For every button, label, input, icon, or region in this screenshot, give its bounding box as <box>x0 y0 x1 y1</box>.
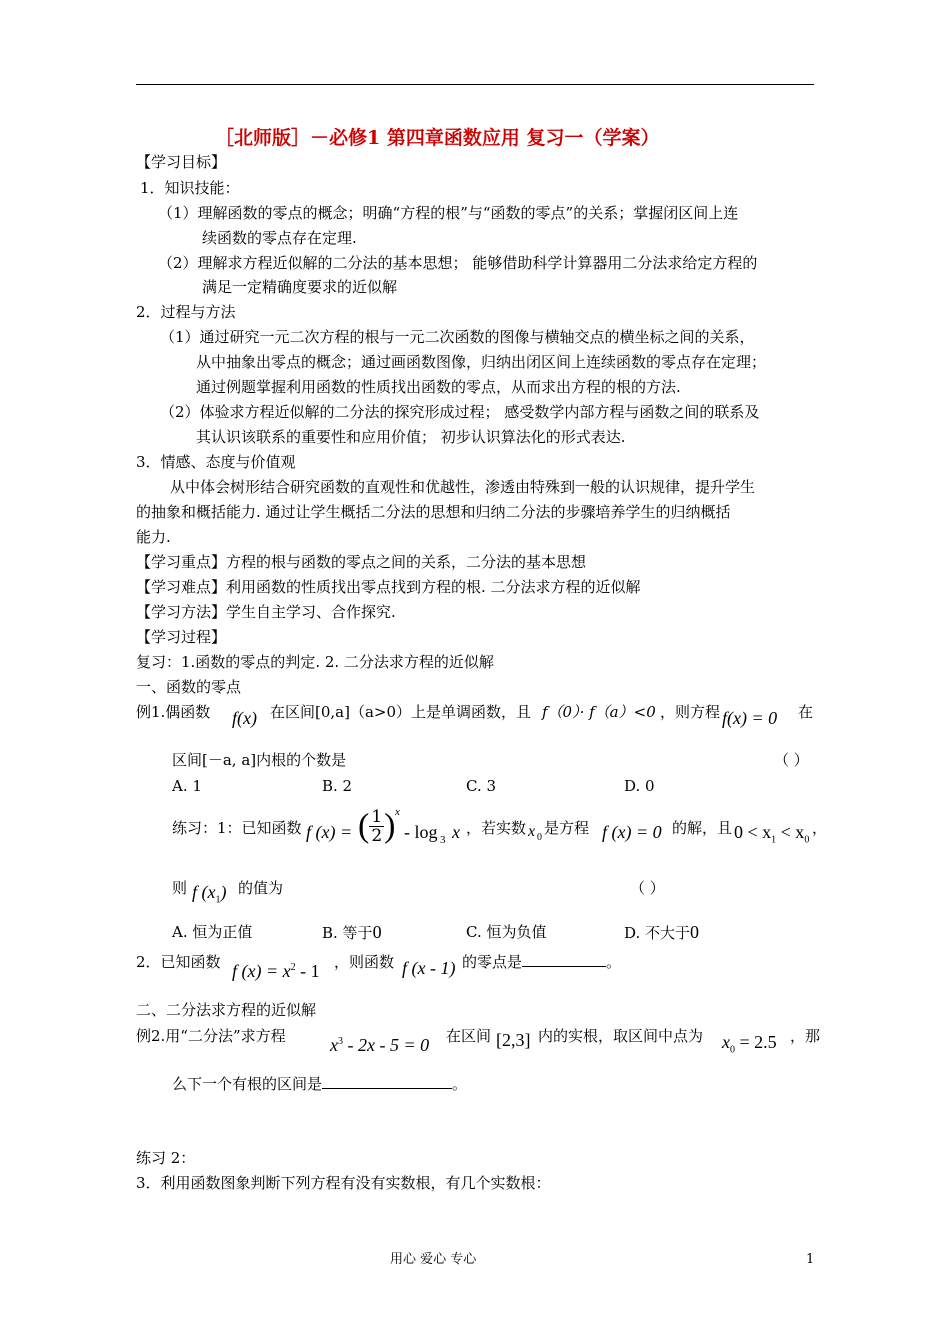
ex2-eq-sup: 3 <box>338 1036 343 1047</box>
q2-mid: ，则函数 <box>334 953 395 971</box>
pr1-eq: f (x) = 0 <box>602 822 662 842</box>
ex1-cond: f（0）· f（a）<0 <box>542 703 656 721</box>
pr1-x0sub: 0 <box>537 832 542 843</box>
ex2-line2 <box>172 1074 467 1094</box>
q2-f <box>232 958 320 981</box>
ex2-mid2: 内的实根，取区间中点为 <box>538 1027 704 1045</box>
ex2-tail: ，那 <box>790 1027 821 1045</box>
pr1-log: - log <box>404 822 438 842</box>
part-1-heading: 一、函数的零点 <box>136 678 242 696</box>
pr1-tail: ， <box>812 819 828 837</box>
pr1-mid2: 是方程 <box>544 819 590 837</box>
ex2-mid: 在区间 <box>446 1027 492 1045</box>
q2-answer-blank <box>522 952 606 967</box>
ex2-end: 。 <box>452 1075 468 1093</box>
pr1-paren: （ ） <box>630 879 665 897</box>
pr1-ineq-sub2: 0 <box>804 834 810 846</box>
pr1-fraction <box>358 808 395 845</box>
pr1-option-d-text: D. 不大于 <box>624 924 691 942</box>
practice-2: 练习 2： <box>136 1149 196 1167</box>
q2-end: 。 <box>606 953 622 971</box>
pr1-frac <box>369 808 384 845</box>
ex1-tail: 在 <box>798 703 814 721</box>
q2-lead: 2．已知函数 <box>136 953 221 971</box>
goal-3-b: 的抽象和概括能力. 通过让学生概括二分法的思想和归纳二分法的步骤培养学生的归纳概括 <box>136 503 731 521</box>
ex1-paren: （ ） <box>774 751 809 769</box>
pr1-option-b-zero: 0 <box>372 922 382 942</box>
ex1-mid: 在区间[0,a]（a>0）上是单调函数，且 <box>270 703 532 721</box>
page-title: ［北师版］－必修1 第四章函数应用 复习一（学案） <box>215 127 660 149</box>
part-2-heading: 二、二分法求方程的近似解 <box>136 1001 317 1019</box>
pr1-x0: x <box>528 823 536 840</box>
goal-3-c: 能力. <box>136 528 171 546</box>
ex2-eq <box>330 1032 429 1055</box>
pr1-option-a: A. 恒为正值 <box>172 923 253 941</box>
pr1-den: 2 <box>371 826 383 846</box>
ex2-line2-text: 么下一个有根的区间是 <box>172 1075 323 1093</box>
pr1-logarg: x <box>452 822 460 842</box>
goal-1-1a: （1）理解函数的零点的概念；明确“方程的根”与“函数的零点”的关系；掌握闭区间上连 <box>158 204 739 222</box>
pr1-fx1 <box>192 882 226 911</box>
difficulties: 【学习难点】利用函数的性质找出零点找到方程的根. 二分法求方程的近似解 <box>136 578 641 596</box>
q2-f-rest: - 1 <box>295 961 320 981</box>
pr1-option-c: C. 恒为负值 <box>466 923 547 941</box>
page-number: 1 <box>806 1252 815 1267</box>
pr1-mid3: 的解，且 <box>672 819 733 837</box>
goal-1-2b: 满足一定精确度要求的近似解 <box>202 278 398 296</box>
q2-g: f (x - 1) <box>402 958 456 978</box>
footer-slogan: 用心 爱心 专心 <box>390 1252 477 1267</box>
q2-f-a: f (x) = x <box>232 961 291 981</box>
method: 【学习方法】学生自主学习、合作探究. <box>136 603 396 621</box>
goal-1-1b: 续函数的零点存在定理. <box>202 229 357 247</box>
review: 复习：1.函数的零点的判定. 2. 二分法求方程的近似解 <box>136 653 494 671</box>
ex2-lead: 例2.用“二分法”求方程 <box>136 1027 286 1045</box>
key-points: 【学习重点】方程的根与函数的零点之间的关系，二分法的基本思想 <box>136 553 587 571</box>
q2-tail <box>462 952 621 972</box>
pr1-mid: ，若实数 <box>466 819 527 837</box>
goal-2-1a: （1）通过研究一元二次方程的根与一元二次函数的图像与横轴交点的横坐标之间的关系， <box>160 328 755 346</box>
pr1-exp: x <box>395 806 400 818</box>
ex1-line2: 区间[－a, a]内根的个数是 <box>172 751 347 769</box>
pr1-option-b-text: B. 等于 <box>322 924 373 942</box>
ex2-x0-val: = 2.5 <box>735 1032 777 1052</box>
pr1-option-d <box>624 922 699 943</box>
pr1-ineq-sub1: 1 <box>771 834 777 846</box>
goal-1: 1．知识技能： <box>140 179 240 197</box>
question-3: 3．利用函数图象判断下列方程有没有实数根，有几个实数根： <box>136 1174 551 1192</box>
ex2-answer-blank <box>322 1074 452 1089</box>
ex1-eq: f(x) = 0 <box>722 708 778 728</box>
ex2-x0 <box>722 1032 777 1061</box>
goal-3-a: 从中体会树形结合研究函数的直观性和优越性，渗透由特殊到一般的认识规律，提升学生 <box>170 478 756 496</box>
ex1-lead: 例1.偶函数 <box>136 703 211 721</box>
ex1-option-c: C. 3 <box>466 777 497 795</box>
pr1-fx1-a: f (x <box>192 882 216 902</box>
goal-1-2a: （2）理解求方程近似解的二分法的基本思想； 能够借助科学计算器用二分法求给定方程的 <box>158 254 758 272</box>
goal-2-1b: 从中抽象出零点的概念；通过画函数图像，归纳出闭区间上连续函数的零点存在定理； <box>196 353 767 371</box>
q2-f-sup: 2 <box>290 962 296 973</box>
ex1-option-a: A. 1 <box>172 777 202 795</box>
pr1-ineq-a: 0 < x <box>734 822 772 842</box>
pr1-ineq-b: < x <box>776 822 805 842</box>
pr1-value: 的值为 <box>238 879 284 897</box>
pr1-fx1-end: ) <box>220 882 227 902</box>
ex2-x0-x: x <box>722 1032 730 1052</box>
pr1-right-paren: ) <box>384 807 396 845</box>
ex2-eq-rest: - 2x - 5 = 0 <box>343 1035 430 1055</box>
pr1-lead: 练习：1：已知函数 <box>172 819 302 837</box>
ex1-fx: f(x) <box>232 708 257 728</box>
pr1-logbase: 3 <box>440 834 446 846</box>
pr1-f: f (x) = <box>306 822 353 842</box>
pr1-option-d-zero: 0 <box>690 922 700 942</box>
header-rule <box>136 84 814 85</box>
ex2-interval: [2,3] <box>496 1030 531 1050</box>
pr1-option-b <box>322 922 382 943</box>
goal-2-2a: （2）体验求方程近似解的二分法的探究形成过程； 感受数学内部方程与函数之间的联系及 <box>160 403 760 421</box>
ex1-option-b: B. 2 <box>322 777 353 795</box>
pr1-fx1-sub: 1 <box>215 894 221 906</box>
section-goal: 【学习目标】 <box>136 153 227 171</box>
pr1-left-paren: ( <box>358 807 370 845</box>
goal-3: 3．情感、态度与价值观 <box>136 453 296 471</box>
ex1-mid2: ，则方程 <box>660 703 721 721</box>
ex2-x0-sub: 0 <box>730 1044 735 1056</box>
ex2-eq-x: x <box>330 1035 338 1055</box>
goal-2: 2．过程与方法 <box>136 303 236 321</box>
ex1-option-d: D. 0 <box>624 777 655 795</box>
pr1-ineq <box>734 822 809 851</box>
goal-2-2b: 其认识该联系的重要性和应用价值； 初步认识算法化的形式表达. <box>196 428 626 446</box>
q2-tail-text: 的零点是 <box>462 953 523 971</box>
pr1-num: 1 <box>371 807 383 827</box>
pr1-then: 则 <box>172 879 188 897</box>
goal-2-1c: 通过例题掌握利用函数的性质找出函数的零点，从而求出方程的根的方法. <box>196 378 681 396</box>
process-heading: 【学习过程】 <box>136 628 227 646</box>
